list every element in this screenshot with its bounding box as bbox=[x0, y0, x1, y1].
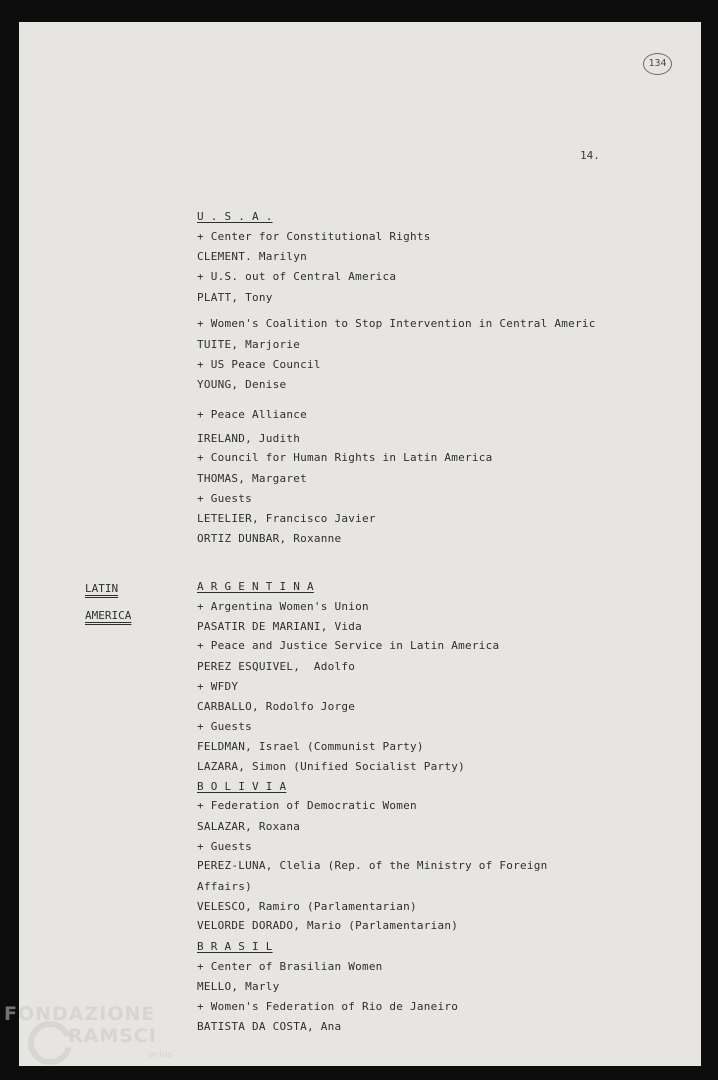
delegate-line: PEREZ-LUNA, Clelia (Rep. of the Ministry of Foreign bbox=[197, 859, 548, 872]
country-heading-argentina: A R G E N T I N A bbox=[197, 580, 314, 593]
delegate-line: VELESCO, Ramiro (Parlamentarian) bbox=[197, 900, 417, 913]
organization-line: + Council for Human Rights in Latin America bbox=[197, 451, 493, 464]
organization-line: + Guests bbox=[197, 492, 252, 505]
archive-stamp: 134 bbox=[643, 53, 672, 75]
delegate-line: PEREZ ESQUIVEL, Adolfo bbox=[197, 660, 356, 673]
delegate-line: PLATT, Tony bbox=[197, 291, 273, 304]
delegate-line: ORTIZ DUNBAR, Roxanne bbox=[197, 532, 342, 545]
side-label-america: AMERICA bbox=[85, 609, 132, 622]
organization-line: + Peace and Justice Service in Latin America bbox=[197, 639, 500, 652]
organization-line: + Guests bbox=[197, 840, 252, 853]
delegate-line: CARBALLO, Rodolfo Jorge bbox=[197, 700, 356, 713]
delegate-line: CLEMENT. Marilyn bbox=[197, 250, 307, 263]
fondazione-gramsci-logo bbox=[4, 1003, 184, 1078]
delegate-line: Affairs) bbox=[197, 880, 252, 893]
country-heading-bolivia: B O L I V I A bbox=[197, 780, 287, 793]
organization-line: + Peace Alliance bbox=[197, 408, 307, 421]
page-number: 14. bbox=[580, 149, 600, 162]
delegate-line: LETELIER, Francisco Javier bbox=[197, 512, 376, 525]
organization-line: + Women's Federation of Rio de Janeiro bbox=[197, 1000, 459, 1013]
delegate-line: YOUNG, Denise bbox=[197, 378, 287, 391]
organization-line: + Center for Constitutional Rights bbox=[197, 230, 431, 243]
country-heading-usa: U . S . A . bbox=[197, 210, 273, 223]
side-label-latin: LATIN bbox=[85, 582, 119, 595]
organization-line: + Federation of Democratic Women bbox=[197, 799, 417, 812]
delegate-line: IRELAND, Judith bbox=[197, 432, 301, 445]
organization-line: + Women's Coalition to Stop Intervention in Central Americ bbox=[197, 317, 596, 330]
organization-line: + US Peace Council bbox=[197, 358, 321, 371]
logo-subtext: onlus bbox=[148, 1050, 173, 1060]
organization-line: + WFDY bbox=[197, 680, 239, 693]
delegate-line: TUITE, Marjorie bbox=[197, 338, 301, 351]
delegate-line: BATISTA DA COSTA, Ana bbox=[197, 1020, 342, 1033]
logo-g-icon bbox=[28, 1021, 72, 1065]
delegate-line: FELDMAN, Israel (Communist Party) bbox=[197, 740, 424, 753]
delegate-line: SALAZAR, Roxana bbox=[197, 820, 301, 833]
delegate-line: LAZARA, Simon (Unified Socialist Party) bbox=[197, 760, 466, 773]
delegate-line: MELLO, Marly bbox=[197, 980, 280, 993]
organization-line: + U.S. out of Central America bbox=[197, 270, 397, 283]
logo-text-top: FONDAZIONE bbox=[4, 1003, 156, 1025]
organization-line: + Guests bbox=[197, 720, 252, 733]
delegate-line: VELORDE DORADO, Mario (Parlamentarian) bbox=[197, 919, 459, 932]
logo-text-bottom: RAMSCI bbox=[68, 1025, 157, 1047]
country-heading-brasil: B R A S I L bbox=[197, 940, 273, 953]
delegate-line: PASATIR DE MARIANI, Vida bbox=[197, 620, 362, 633]
organization-line: + Argentina Women's Union bbox=[197, 600, 369, 613]
delegate-line: THOMAS, Margaret bbox=[197, 472, 307, 485]
organization-line: + Center of Brasilian Women bbox=[197, 960, 383, 973]
